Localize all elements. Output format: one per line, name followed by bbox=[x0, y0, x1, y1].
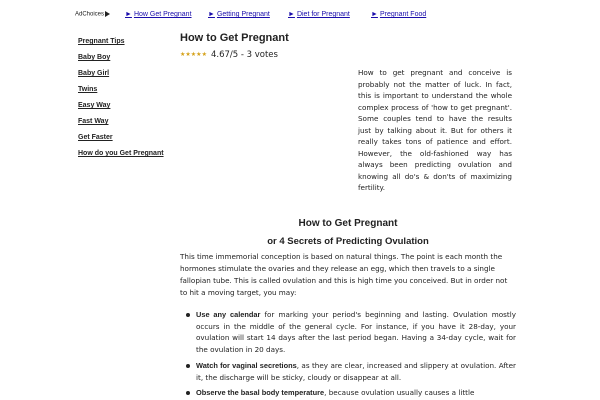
tips-list bbox=[180, 309, 516, 400]
list-item bbox=[180, 360, 516, 383]
bullet-icon bbox=[186, 313, 190, 317]
ad-link-getting-pregnant[interactable] bbox=[208, 11, 270, 18]
adchoices-label[interactable] bbox=[75, 11, 110, 18]
list-item bbox=[180, 387, 516, 399]
sidebar-item-fast-way[interactable]: Fast Way bbox=[78, 118, 109, 125]
star-icon[interactable]: ★ bbox=[180, 51, 186, 58]
star-icon[interactable]: ★ bbox=[190, 51, 197, 58]
ad-link-label: Pregnant Food bbox=[379, 11, 427, 18]
adchoices-text: AdChoices bbox=[75, 11, 105, 18]
tip-text: , as they are clear, increased and slippery at ovulation. After it, the discharge will be sticky, cloudy or disappear at all. bbox=[196, 360, 516, 382]
sidebar-item-easy-way[interactable]: Easy Way bbox=[78, 102, 111, 109]
star-icon[interactable]: ★ bbox=[185, 51, 191, 58]
tip-heading: Use any calendar bbox=[196, 310, 261, 319]
sidebar-item-twins[interactable]: Twins bbox=[78, 86, 98, 93]
star-icon[interactable]: ★ bbox=[201, 51, 207, 58]
sidebar-nav bbox=[78, 37, 168, 165]
page-title: How to Get Pregnant bbox=[180, 32, 289, 44]
ad-link-diet-for-pregnant[interactable] bbox=[288, 11, 350, 18]
tip-text: , because ovulation usually causes a little bbox=[324, 388, 475, 398]
intro-paragraph: How to get pregnant and conceive is probably not the matter of luck. In fact, this is important to understand the whole complex process of 'how to get pregnant'. Some couples tend to have the results just by talking about it. But for others it really takes tons of patience and effort. However, the old-fashioned way has always been predicting ovulation and knowing all do's & don'ts of maximizing fertility. bbox=[358, 68, 512, 192]
rating bbox=[180, 50, 278, 60]
sidebar-item-pregnant-tips[interactable]: Pregnant Tips bbox=[78, 38, 125, 45]
ad-link-pregnant-food[interactable] bbox=[371, 11, 426, 18]
sidebar-item-baby-girl[interactable]: Baby Girl bbox=[78, 70, 110, 77]
arrow-icon: ► bbox=[208, 11, 215, 18]
bullet-icon bbox=[186, 391, 190, 395]
ad-link-label: How Get Pregnant bbox=[133, 11, 192, 18]
sidebar-item-baby-boy[interactable]: Baby Boy bbox=[78, 54, 111, 61]
body-paragraph: This time immemorial conception is based on natural things. The point is each month the hormones stimulate the ovaries and they release an egg, which then travels to a single fallopian tube. This is called ovulation and this is high time you conceived. But in order not to hit a moving target, you may: bbox=[180, 252, 508, 297]
rating-stars[interactable] bbox=[180, 52, 207, 58]
ad-link-label: Diet for Pregnant bbox=[296, 11, 350, 18]
section-title: How to Get Pregnant bbox=[298, 218, 398, 229]
bullet-icon bbox=[186, 364, 190, 368]
sidebar-item-how-do-you-get-pregnant[interactable]: How do you Get Pregnant bbox=[78, 150, 164, 157]
arrow-icon: ► bbox=[288, 11, 295, 18]
sidebar-item-get-faster[interactable]: Get Faster bbox=[78, 134, 113, 141]
tip-heading: Observe the basal body temperature bbox=[196, 388, 325, 398]
star-icon[interactable]: ★ bbox=[196, 51, 202, 58]
rating-text: 4.67/5 - 3 votes bbox=[210, 50, 278, 60]
tip-text: for marking your period's beginning and lasting. Ovulation mostly occurs in the middle of the general cycle. For instance, if you have it 28-day, your ovulation will start 14 days after the last period began. Having a 34-day cycle, wait for the ovulation in 20 days. bbox=[196, 310, 516, 355]
adchoices-icon bbox=[105, 11, 110, 17]
list-item bbox=[180, 309, 516, 356]
arrow-icon: ► bbox=[371, 11, 378, 18]
section-subtitle: or 4 Secrets of Predicting Ovulation bbox=[267, 236, 429, 247]
tip-heading: Watch for vaginal secretions bbox=[196, 360, 297, 370]
arrow-icon: ► bbox=[125, 11, 132, 18]
ad-link-how-get-pregnant[interactable] bbox=[125, 11, 192, 18]
ad-link-label: Getting Pregnant bbox=[216, 11, 270, 18]
